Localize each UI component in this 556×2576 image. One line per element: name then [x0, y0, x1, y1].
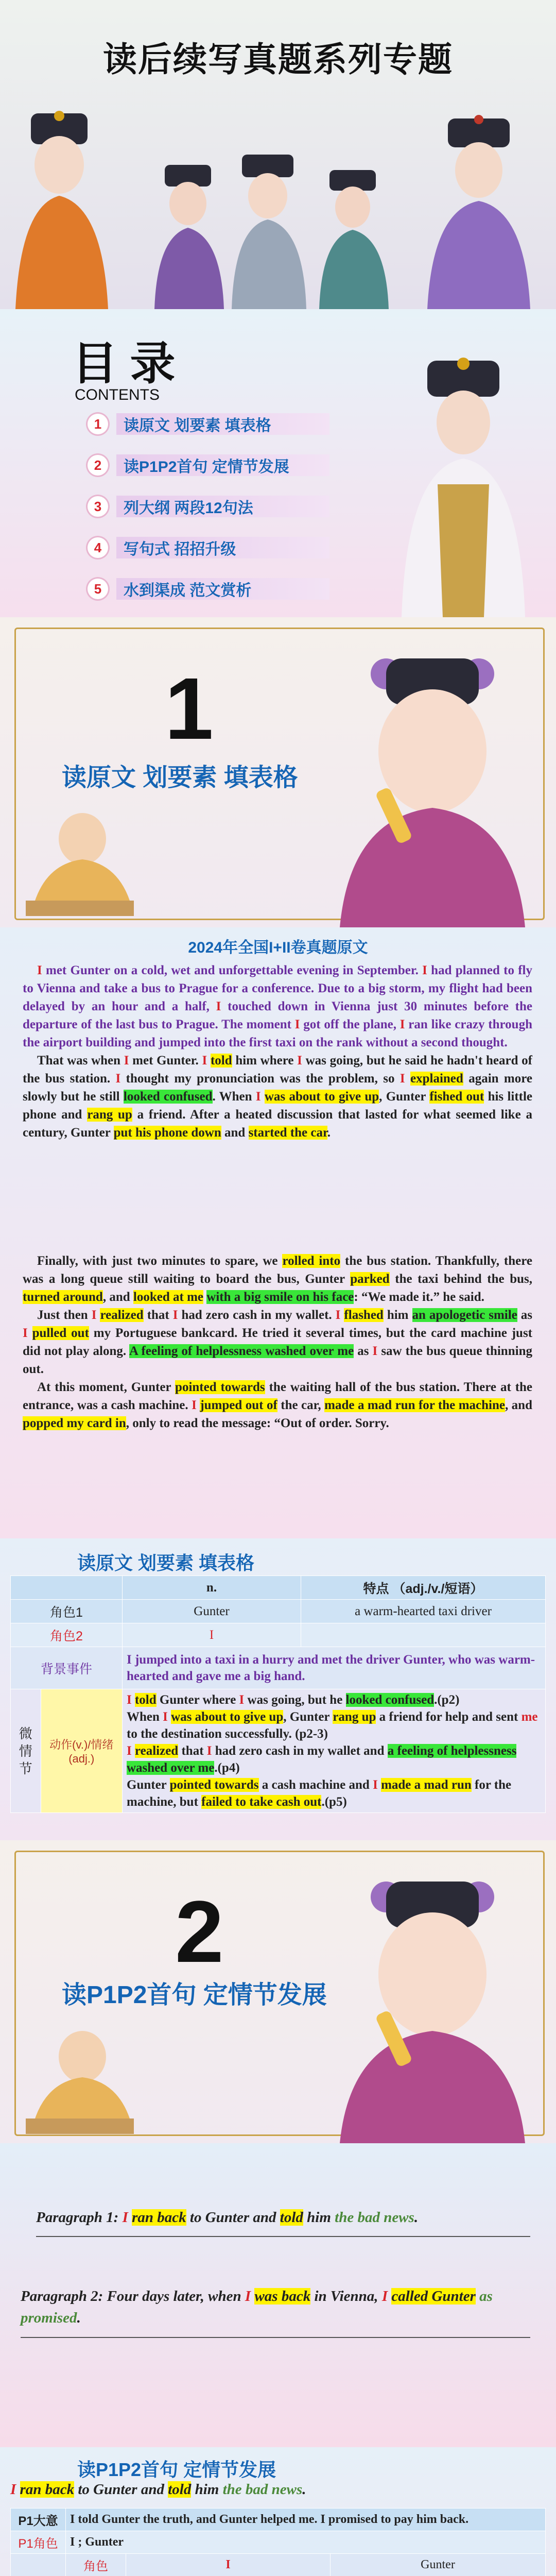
- highlight: pointed towards: [169, 1778, 259, 1792]
- highlight-green: looked confused: [345, 1693, 435, 1707]
- text: to the destination successfully. (p2-3): [127, 1727, 328, 1741]
- text: where: [199, 1693, 239, 1707]
- highlight-green: with a big smile on his face: [206, 1290, 354, 1304]
- text: Paragraph 2: Four days later, when: [21, 2288, 245, 2304]
- toc-label: 写句式 招招升级: [116, 537, 329, 558]
- highlight: told: [210, 1054, 232, 1067]
- highlight: pulled out: [32, 1326, 89, 1340]
- figure-1: [15, 111, 108, 309]
- text: my Portuguese bankcard. He tried it several times, but the card machine just did not play along.: [23, 1326, 532, 1358]
- highlight-green: an apologetic smile: [412, 1308, 517, 1322]
- highlight: rang up: [87, 1108, 132, 1122]
- paragraph-2: [23, 1052, 532, 1142]
- text: Just then: [37, 1308, 92, 1322]
- text: , Gunter: [379, 1090, 430, 1104]
- word-i: I: [422, 963, 427, 977]
- first-sentence-p1: [36, 2209, 530, 2226]
- highlight-green: A feeling of helplessness washed over me: [129, 1344, 354, 1358]
- word-i: I: [202, 1054, 207, 1067]
- text: the waiting hall of the bus station. There at the entrance, was a cash machine.: [23, 1380, 533, 1412]
- text: had zero cash in my wallet.: [178, 1308, 336, 1322]
- toc-label: 读原文 划要素 填表格: [116, 413, 329, 435]
- highlight: turned around: [23, 1290, 103, 1304]
- text: as: [517, 1308, 533, 1322]
- part2-number: 2: [175, 1883, 224, 1981]
- text: touched down in Vienna just 30 minutes before the departure of the last bus to Prague. The moment: [23, 999, 532, 1031]
- toc-item-2[interactable]: [88, 453, 329, 477]
- text: .: [77, 2310, 81, 2326]
- highlight: Gunter: [428, 2288, 476, 2304]
- reading-heading: 2024年全国I+II卷真题原文: [188, 939, 368, 956]
- table1-title: 读原文 划要素 填表格: [77, 1552, 255, 1573]
- word-i: I: [206, 1744, 212, 1758]
- plot-table: [10, 2508, 546, 2576]
- micro-plot-3: [127, 1742, 541, 1776]
- writing-line-2: [21, 2337, 530, 2338]
- highlight: explained: [410, 1072, 463, 1086]
- toc-item-4[interactable]: [88, 536, 329, 560]
- highlight: made a mad run: [381, 1778, 472, 1792]
- text: again more slowly but he still: [23, 1072, 532, 1104]
- text: met Gunter.: [129, 1054, 202, 1067]
- reading-block-1: [23, 961, 532, 1142]
- bad-news: the bad news: [335, 2209, 414, 2226]
- highlight: looked at me: [133, 1290, 204, 1304]
- thinking-label: [11, 2554, 66, 2576]
- word-i: I: [37, 963, 42, 977]
- text: : “We made it.” he said.: [354, 1290, 484, 1304]
- word-i: I: [216, 999, 221, 1013]
- text: a friend for help and sent: [376, 1710, 522, 1724]
- highlight: popped my card in: [23, 1416, 126, 1430]
- text: That was when: [37, 1054, 124, 1067]
- part2-lady-illustration: [309, 1856, 551, 2143]
- text: got off the plane,: [300, 1018, 400, 1031]
- highlight: told: [134, 1693, 157, 1707]
- highlight: realized: [100, 1308, 144, 1322]
- text: .(p5): [321, 1795, 347, 1809]
- word-me: me: [521, 1710, 538, 1724]
- text: met Gunter on a cold, wet and unforgettable evening in September.: [42, 963, 423, 977]
- text: to Gunter and: [74, 2481, 168, 2498]
- micro-plot-text: [123, 1689, 546, 1813]
- text: saw the bus queue thinning out.: [23, 1344, 532, 1376]
- text: that: [143, 1308, 173, 1322]
- reading-block-2: [23, 1252, 532, 1432]
- highlight: called: [391, 2288, 428, 2304]
- text: him: [383, 1308, 412, 1322]
- toc-title: 目 录: [72, 338, 176, 389]
- text: [16, 2481, 20, 2498]
- text: .: [414, 2209, 419, 2226]
- text: Paragraph 1:: [36, 2209, 123, 2226]
- toc-num: 4: [88, 537, 108, 558]
- toc-num: 2: [88, 455, 108, 476]
- text: .(p4): [214, 1761, 240, 1775]
- toc-label: 列大纲 两段12句法: [116, 496, 329, 517]
- highlight: rolled into: [282, 1254, 341, 1268]
- text: [405, 1072, 410, 1086]
- role2-feature: [301, 1623, 546, 1647]
- word-i: I: [163, 1710, 168, 1724]
- highlight: started the car: [248, 1126, 327, 1140]
- text: and: [221, 1126, 249, 1140]
- word-i: I: [399, 1072, 405, 1086]
- part2-man-illustration: [10, 2015, 144, 2134]
- toc-item-5[interactable]: [88, 577, 329, 601]
- text: him: [303, 2209, 335, 2226]
- text: ran like crazy through the airport building and jumped into the first taxi on the rank without a second thought.: [23, 1018, 532, 1049]
- word-i: I: [122, 2209, 128, 2226]
- highlight: put his phone down: [113, 1126, 221, 1140]
- text: Finally, with just two minutes to spare, we: [37, 1254, 283, 1268]
- text: a cash machine and: [258, 1778, 373, 1792]
- word-i: I: [372, 1344, 378, 1358]
- highlight: jumped out of: [200, 1398, 277, 1412]
- table-header-feature: 特点 （adj./v./短语）: [301, 1576, 546, 1600]
- text: him where: [232, 1054, 298, 1067]
- role2-name: I: [123, 1623, 301, 1647]
- word-i: I: [294, 1018, 300, 1031]
- p1-roles: I ; Gunter: [66, 2531, 546, 2554]
- part1-number: 1: [165, 660, 214, 758]
- text: the bus station. Thankfully, there was a long queue still waiting to board the bus, Gunter: [23, 1254, 532, 1286]
- word-i: I: [115, 1072, 121, 1086]
- part1-lady-illustration: [309, 633, 551, 927]
- paragraph-1: [23, 961, 532, 1052]
- word-i: I: [172, 1308, 178, 1322]
- bad-news: the bad news: [222, 2481, 303, 2498]
- toc-subtitle: CONTENTS: [75, 386, 160, 403]
- role2-label: 角色2: [11, 1623, 123, 1647]
- toc-figure: [391, 350, 535, 617]
- text: to Gunter and: [186, 2209, 280, 2226]
- figure-3: [232, 155, 306, 309]
- word-i: I: [127, 1744, 132, 1758]
- word-i: I: [192, 1398, 197, 1412]
- micro-plot-2: [127, 1708, 541, 1742]
- text: . When: [212, 1090, 256, 1104]
- highlight: ran back: [132, 2209, 186, 2226]
- text: him: [191, 2481, 223, 2498]
- paragraph-5: [23, 1378, 532, 1432]
- micro-plot-4: [127, 1776, 541, 1810]
- table2-section: [0, 2447, 556, 2576]
- table2-top-sentence: [10, 2481, 306, 2498]
- paragraph-4: [23, 1306, 532, 1378]
- part1-title: 读原文 划要素 填表格: [62, 764, 298, 791]
- text: Gunter: [127, 1778, 170, 1792]
- role1-feature: a warm-hearted taxi driver: [301, 1600, 546, 1623]
- cover-section: [0, 0, 556, 309]
- table1-section: [0, 1538, 556, 1840]
- text: was going, but he said he hadn't heard of the bus station.: [23, 1054, 533, 1086]
- highlight: pointed towards: [175, 1380, 265, 1394]
- highlight: was about to give up: [264, 1090, 379, 1104]
- highlight: parked: [350, 1272, 390, 1286]
- toc-num: 5: [88, 579, 108, 599]
- micro-plot-label: 微情节: [11, 1689, 41, 1813]
- text: the taxi behind the bus,: [389, 1272, 532, 1286]
- text: [261, 1090, 265, 1104]
- table2-title: 读P1P2首句 定情节发展: [77, 2459, 276, 2480]
- reading-section: [0, 927, 556, 1538]
- word-i: I: [127, 1693, 132, 1707]
- role-label: 角色: [66, 2554, 126, 2576]
- figure-4: [319, 170, 389, 309]
- toc-num: 1: [88, 414, 108, 434]
- as-promised: as promised: [21, 2288, 493, 2326]
- text: , and: [505, 1398, 532, 1412]
- word-i: I: [381, 2288, 388, 2304]
- table-header-blank: [11, 1576, 123, 1600]
- part2-title: 读P1P2首句 定情节发展: [62, 1981, 327, 2009]
- p1-role-label: P1角色: [11, 2531, 66, 2554]
- text: At this moment, Gunter: [37, 1380, 176, 1394]
- text: [28, 1326, 32, 1340]
- highlight: was about to give up: [171, 1710, 284, 1724]
- text: his little phone and: [23, 1090, 533, 1122]
- text: the car,: [277, 1398, 325, 1412]
- paragraph-3: [23, 1252, 532, 1306]
- first-sentence-p2: [21, 2285, 530, 2329]
- figure-5: [427, 115, 530, 309]
- highlight: fished out: [429, 1090, 484, 1104]
- word-i: I: [335, 1308, 341, 1322]
- text: had planned to fly to Vienna and take a bus to Prague for a conference. Due to a big storm, my flight had been delayed by an hour and a half,: [23, 963, 532, 1013]
- first-sentences-section: [0, 2143, 556, 2447]
- toc-item-3[interactable]: [88, 495, 329, 518]
- highlight: was back: [254, 2288, 311, 2304]
- action-emotion-label: 动作(v.)/情绪(adj.): [41, 1689, 122, 1813]
- text: When: [127, 1710, 163, 1724]
- toc-item-1[interactable]: [88, 412, 329, 436]
- highlight: told: [280, 2209, 303, 2226]
- word-i: I: [23, 1326, 28, 1340]
- text: , Gunter: [283, 1710, 333, 1724]
- word-i: I: [245, 2288, 251, 2304]
- text: that: [178, 1744, 207, 1758]
- highlight: ran back: [20, 2481, 75, 2498]
- elements-table: [10, 1575, 546, 1813]
- text: for the machine, but: [127, 1778, 512, 1809]
- part1-section: [0, 617, 556, 927]
- background-text: I jumped into a taxi in a hurry and met the driver Gunter, who was warm-hearted and gave me a big hand.: [123, 1647, 546, 1689]
- p1-summary-label: P1大意: [11, 2509, 66, 2531]
- text: as: [354, 1344, 373, 1358]
- text: , only to read the message: “Out of order. Sorry.: [126, 1416, 389, 1430]
- text: a friend. After a heated discussion that lasted for what seemed like a century, Gunter: [23, 1108, 532, 1140]
- background-label: 背景事件: [11, 1647, 123, 1689]
- word-i: I: [255, 1090, 261, 1104]
- word-i: I: [399, 1018, 405, 1031]
- writing-line-1: [36, 2236, 530, 2237]
- word-i: I: [10, 2481, 16, 2498]
- word-i: I: [373, 1778, 378, 1792]
- toc-num: 3: [88, 496, 108, 517]
- word-i: I: [124, 1054, 129, 1067]
- word-i: I: [297, 1054, 302, 1067]
- p1-summary-text: I told Gunter the truth, and Gunter helped me. I promised to pay him back.: [66, 2509, 546, 2531]
- micro-plot-1: [127, 1691, 541, 1708]
- toc-label: 读P1P2首句 定情节发展: [116, 454, 329, 476]
- text: .: [302, 2481, 306, 2498]
- highlight-green: looked confused: [123, 1090, 213, 1104]
- highlight: rang up: [333, 1710, 376, 1724]
- toc-label: 水到渠成 范文赏析: [116, 578, 329, 600]
- figure-2: [154, 165, 224, 309]
- highlight: told: [168, 2481, 192, 2498]
- highlight: flashed: [344, 1308, 384, 1322]
- text: [207, 1054, 211, 1067]
- toc-section: [0, 309, 556, 617]
- text: in Vienna,: [310, 2288, 382, 2304]
- cover-illustration: [0, 93, 556, 309]
- text: thought my pronunciation was the problem, so: [120, 1072, 400, 1086]
- part1-man-illustration: [10, 798, 144, 916]
- text: .: [327, 1126, 331, 1140]
- text: , and: [102, 1290, 133, 1304]
- text: .(p2): [434, 1693, 460, 1707]
- role-i: I: [126, 2554, 331, 2576]
- role1-name: Gunter: [123, 1600, 301, 1623]
- highlight: failed to take cash out: [201, 1795, 322, 1809]
- text: Gunter: [159, 1693, 200, 1707]
- table-header-n: n.: [123, 1576, 301, 1600]
- role1-label: 角色1: [11, 1600, 123, 1623]
- word-i: I: [239, 1693, 245, 1707]
- cover-title: 读后续写真题系列专题: [103, 40, 453, 78]
- text: was going, but he: [244, 1693, 346, 1707]
- highlight: made a mad run for the machine: [324, 1398, 505, 1412]
- text: had zero cash in my wallet and: [212, 1744, 388, 1758]
- part2-section: [0, 1840, 556, 2143]
- highlight-green: a feeling of helplessness washed over me: [127, 1744, 517, 1775]
- word-i: I: [91, 1308, 97, 1322]
- role-gunter: Gunter: [331, 2554, 546, 2576]
- highlight: realized: [134, 1744, 179, 1758]
